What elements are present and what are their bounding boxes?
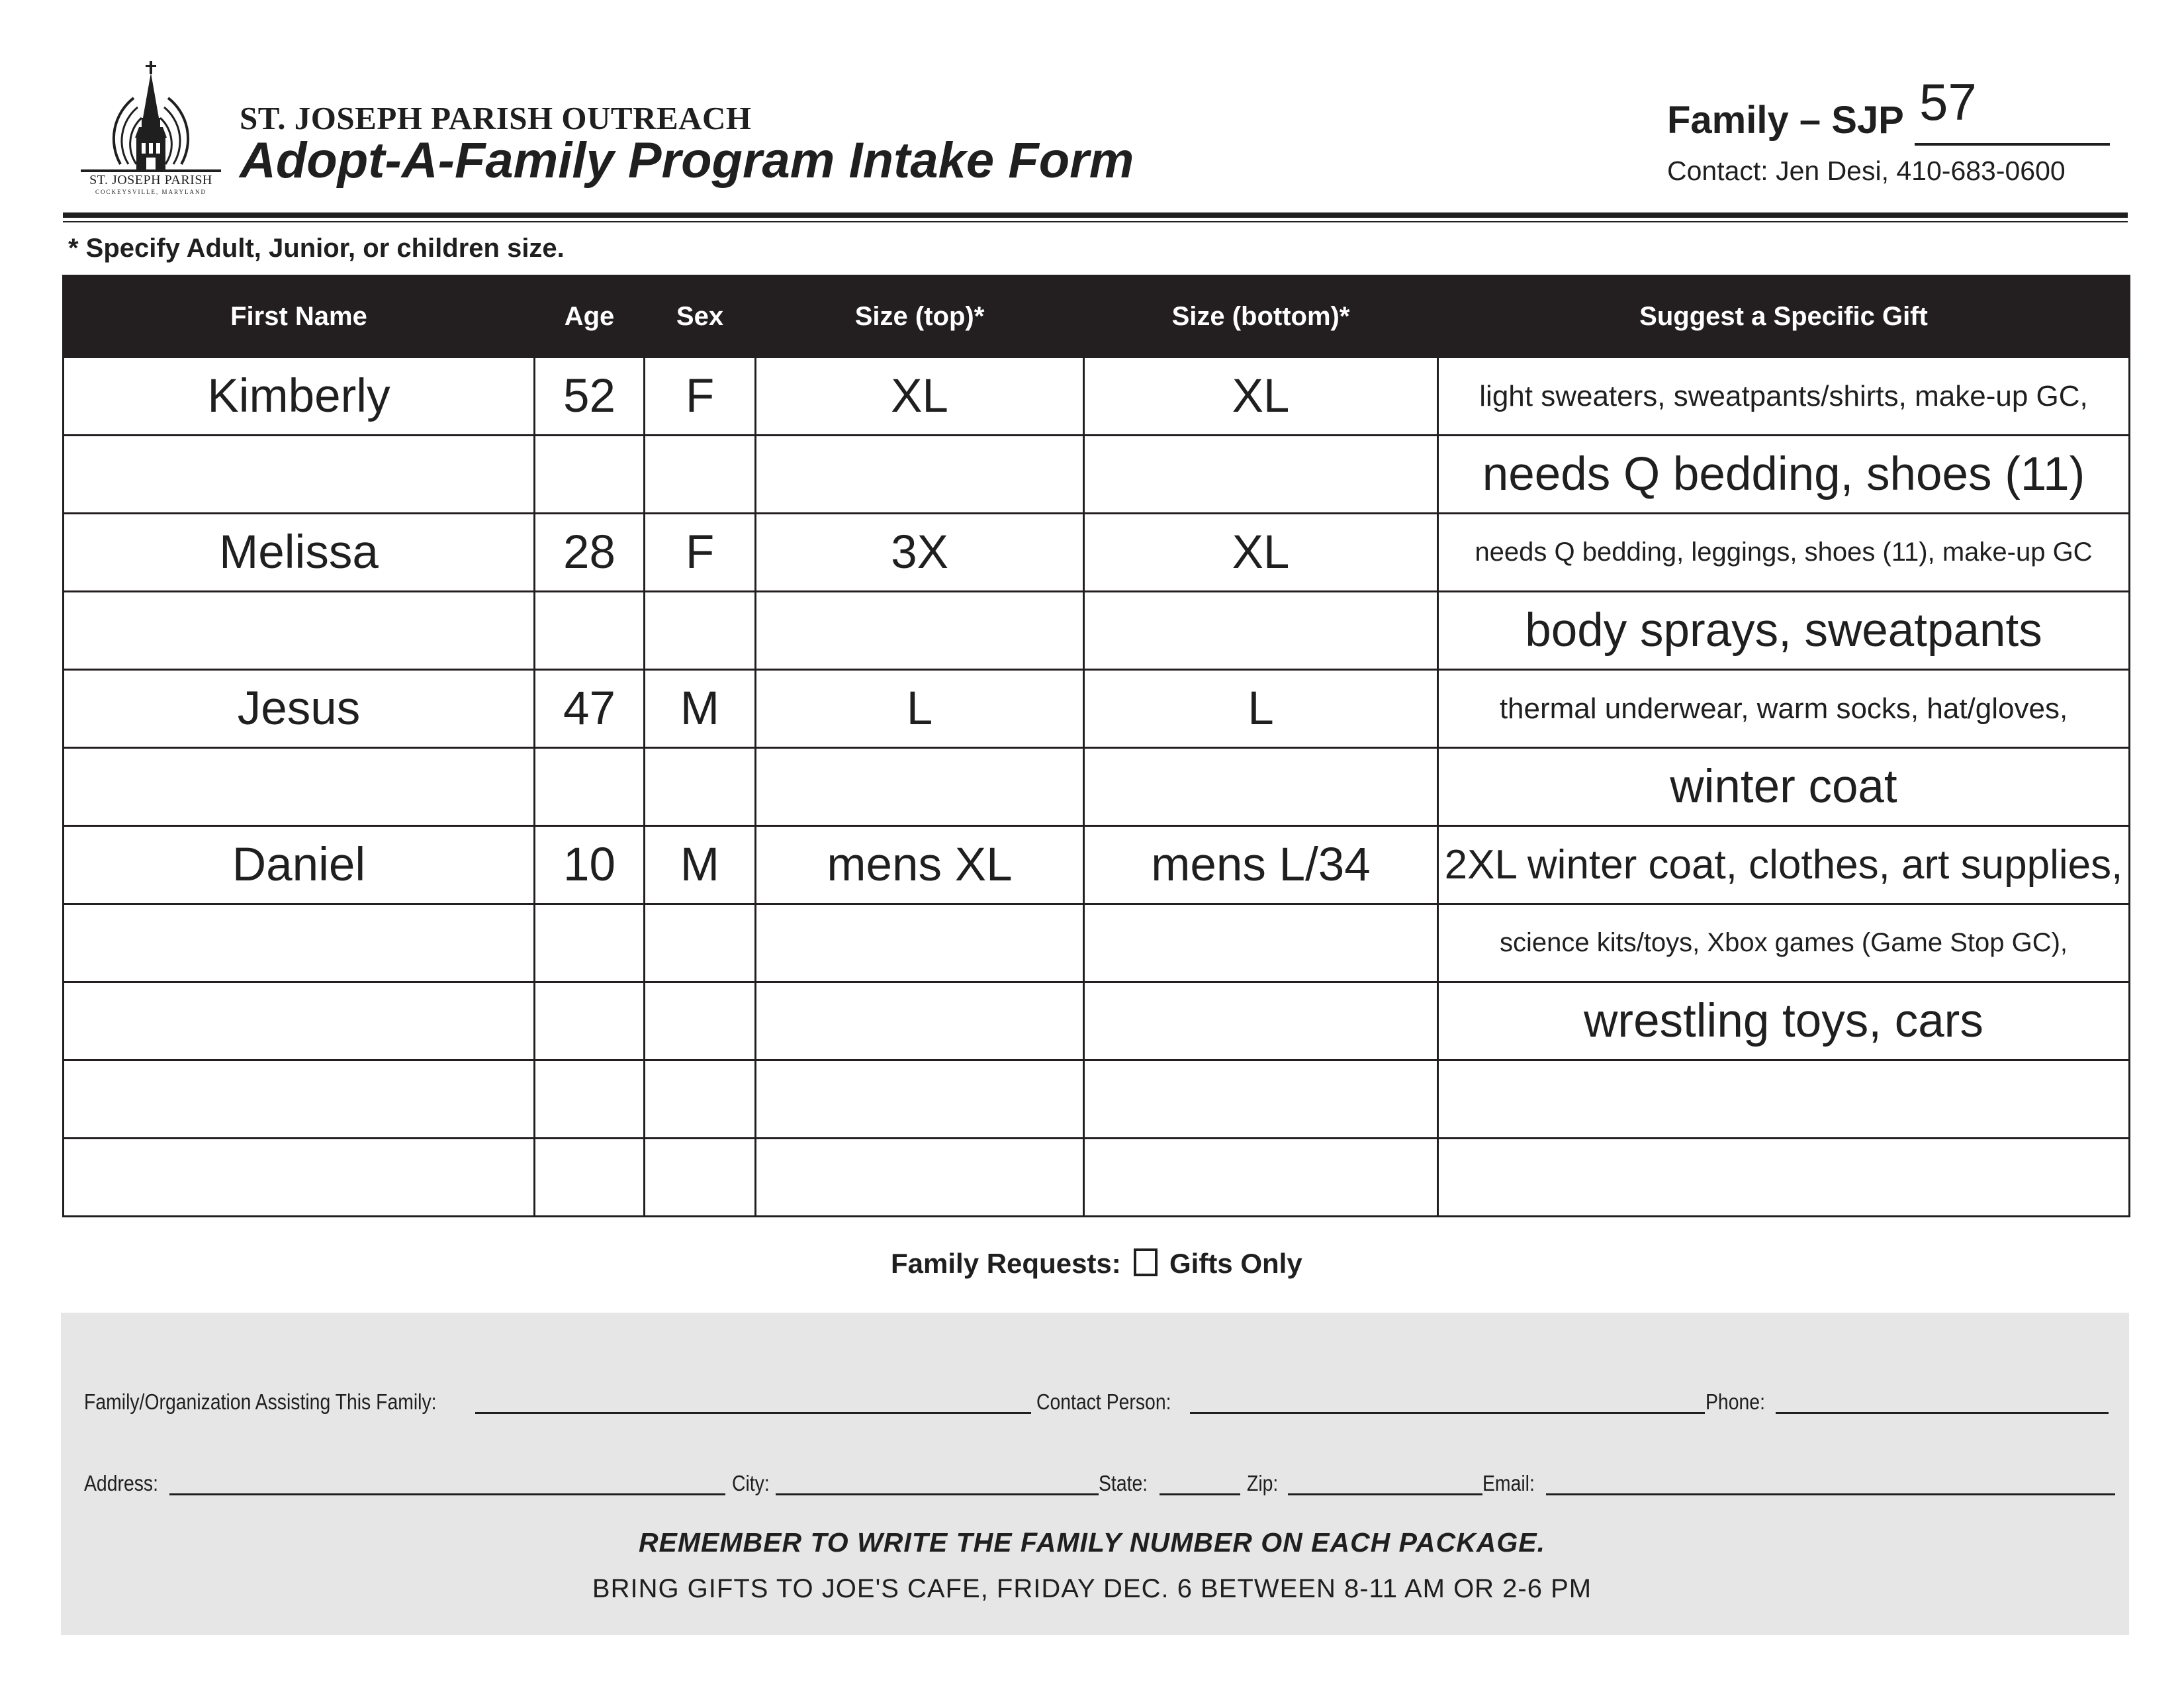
family-number-line <box>1915 143 2110 146</box>
column-header-size-bottom: Size (bottom)* <box>1084 276 1438 357</box>
table-row <box>64 904 2130 982</box>
size-bottom-cell[interactable] <box>1084 1139 1438 1217</box>
sex-cell[interactable] <box>645 982 756 1060</box>
table-row <box>64 670 2130 748</box>
size-top-cell[interactable] <box>756 904 1084 982</box>
contact-info: Contact: Jen Desi, 410-683-0600 <box>1667 156 2066 186</box>
size-bottom-cell[interactable]: mens L/34 <box>1084 826 1438 904</box>
size-bottom-cell[interactable] <box>1084 748 1438 826</box>
zip-field[interactable] <box>1288 1493 1482 1495</box>
sex-cell[interactable] <box>645 592 756 670</box>
gift-cell[interactable]: needs Q bedding, leggings, shoes (11), make-up GC <box>1438 514 2130 592</box>
age-cell[interactable] <box>535 592 645 670</box>
first-name-cell[interactable] <box>64 1060 535 1139</box>
size-top-cell[interactable]: mens XL <box>756 826 1084 904</box>
gift-cell[interactable]: winter coat <box>1438 748 2130 826</box>
first-name-cell[interactable] <box>64 982 535 1060</box>
state-field[interactable] <box>1160 1493 1240 1495</box>
state-label: State: <box>1099 1471 1148 1495</box>
gift-cell[interactable]: wrestling toys, cars <box>1438 982 2130 1060</box>
gift-cell[interactable]: light sweaters, sweatpants/shirts, make-up GC, <box>1438 357 2130 436</box>
family-number-label: Family – SJP <box>1667 99 1904 142</box>
size-top-cell[interactable] <box>756 982 1084 1060</box>
sex-cell[interactable]: F <box>645 357 756 436</box>
sex-cell[interactable] <box>645 1060 756 1139</box>
family-requests-label: Family Requests: <box>891 1248 1121 1279</box>
column-header-gift: Suggest a Specific Gift <box>1438 276 2130 357</box>
size-bottom-cell[interactable] <box>1084 904 1438 982</box>
contact-person-field[interactable] <box>1190 1412 1705 1414</box>
reminder-text: REMEMBER TO WRITE THE FAMILY NUMBER ON EACH PACKAGE. <box>638 1527 1546 1558</box>
table-row <box>64 748 2130 826</box>
sex-cell[interactable] <box>645 436 756 514</box>
gift-cell[interactable]: science kits/toys, Xbox games (Game Stop GC), <box>1438 904 2130 982</box>
age-cell[interactable] <box>535 982 645 1060</box>
header-rule-thick <box>63 212 2128 218</box>
zip-label: Zip: <box>1247 1471 1279 1495</box>
size-top-cell[interactable] <box>756 592 1084 670</box>
size-top-cell[interactable]: XL <box>756 357 1084 436</box>
header-rule-thin <box>63 221 2128 222</box>
table-header-row <box>64 276 2130 357</box>
address-label: Address: <box>84 1471 159 1495</box>
table-row <box>64 826 2130 904</box>
size-top-cell[interactable] <box>756 1139 1084 1217</box>
address-field[interactable] <box>169 1493 725 1495</box>
family-members-table <box>62 275 2130 1217</box>
size-bottom-cell[interactable] <box>1084 1060 1438 1139</box>
gift-cell[interactable] <box>1438 1139 2130 1217</box>
age-cell[interactable] <box>535 748 645 826</box>
gift-cell[interactable] <box>1438 1060 2130 1139</box>
size-bottom-cell[interactable]: XL <box>1084 514 1438 592</box>
sex-cell[interactable] <box>645 748 756 826</box>
size-bottom-cell[interactable] <box>1084 436 1438 514</box>
age-cell[interactable] <box>535 1060 645 1139</box>
size-top-cell[interactable] <box>756 748 1084 826</box>
age-cell[interactable] <box>535 436 645 514</box>
size-top-cell[interactable] <box>756 1060 1084 1139</box>
table-row <box>64 357 2130 436</box>
email-label: Email: <box>1482 1471 1535 1495</box>
city-field[interactable] <box>776 1493 1099 1495</box>
sex-cell[interactable]: F <box>645 514 756 592</box>
first-name-cell[interactable] <box>64 1139 535 1217</box>
sex-cell[interactable] <box>645 1139 756 1217</box>
form-title: Adopt-A-Family Program Intake Form <box>240 132 1134 189</box>
age-cell[interactable]: 47 <box>535 670 645 748</box>
first-name-cell[interactable] <box>64 748 535 826</box>
contact-person-label: Contact Person: <box>1036 1389 1171 1414</box>
first-name-cell[interactable] <box>64 436 535 514</box>
size-note: * Specify Adult, Junior, or children size. <box>68 234 565 263</box>
age-cell[interactable] <box>535 904 645 982</box>
column-header-first-name: First Name <box>64 276 535 357</box>
org-title: ST. JOSEPH PARISH OUTREACH <box>240 100 752 136</box>
size-top-cell[interactable]: 3X <box>756 514 1084 592</box>
table-row <box>64 1139 2130 1217</box>
logo-text: ST. JOSEPH PARISH <box>89 173 212 187</box>
city-label: City: <box>732 1471 770 1495</box>
size-bottom-cell[interactable] <box>1084 592 1438 670</box>
assisting-family-label: Family/Organization Assisting This Family: <box>84 1389 437 1414</box>
first-name-cell[interactable] <box>64 592 535 670</box>
first-name-cell[interactable]: Daniel <box>64 826 535 904</box>
gift-cell[interactable]: thermal underwear, warm socks, hat/gloves, <box>1438 670 2130 748</box>
table-row <box>64 514 2130 592</box>
age-cell[interactable]: 28 <box>535 514 645 592</box>
first-name-cell[interactable]: Jesus <box>64 670 535 748</box>
gift-cell[interactable]: body sprays, sweatpants <box>1438 592 2130 670</box>
assisting-family-field[interactable] <box>475 1412 1031 1414</box>
gift-cell[interactable]: 2XL winter coat, clothes, art supplies, <box>1438 826 2130 904</box>
table-row <box>64 436 2130 514</box>
table-row <box>64 1060 2130 1139</box>
size-bottom-cell[interactable] <box>1084 982 1438 1060</box>
first-name-cell[interactable] <box>64 904 535 982</box>
size-bottom-cell[interactable]: L <box>1084 670 1438 748</box>
sex-cell[interactable]: M <box>645 826 756 904</box>
first-name-cell[interactable]: Melissa <box>64 514 535 592</box>
column-header-sex: Sex <box>645 276 756 357</box>
table-row <box>64 592 2130 670</box>
age-cell[interactable]: 10 <box>535 826 645 904</box>
table-row <box>64 982 2130 1060</box>
column-header-size-top: Size (top)* <box>756 276 1084 357</box>
sex-cell[interactable] <box>645 904 756 982</box>
column-header-age: Age <box>535 276 645 357</box>
email-field[interactable] <box>1546 1493 2115 1495</box>
gifts-only-label: Gifts Only <box>1169 1248 1302 1279</box>
logo-subtext: COCKEYSVILLE, MARYLAND <box>95 189 206 195</box>
family-number-value[interactable]: 57 <box>1919 73 1977 131</box>
age-cell[interactable]: 52 <box>535 357 645 436</box>
sex-cell[interactable]: M <box>645 670 756 748</box>
first-name-cell[interactable]: Kimberly <box>64 357 535 436</box>
phone-label: Phone: <box>1706 1389 1765 1414</box>
gifts-only-checkbox[interactable] <box>1134 1248 1158 1276</box>
gift-cell[interactable]: needs Q bedding, shoes (11) <box>1438 436 2130 514</box>
size-top-cell[interactable]: L <box>756 670 1084 748</box>
size-top-cell[interactable] <box>756 436 1084 514</box>
phone-field[interactable] <box>1776 1412 2109 1414</box>
delivery-instructions: BRING GIFTS TO JOE'S CAFE, FRIDAY DEC. 6 BETWEEN 8-11 AM OR 2-6 PM <box>592 1574 1592 1603</box>
age-cell[interactable] <box>535 1139 645 1217</box>
size-bottom-cell[interactable]: XL <box>1084 357 1438 436</box>
